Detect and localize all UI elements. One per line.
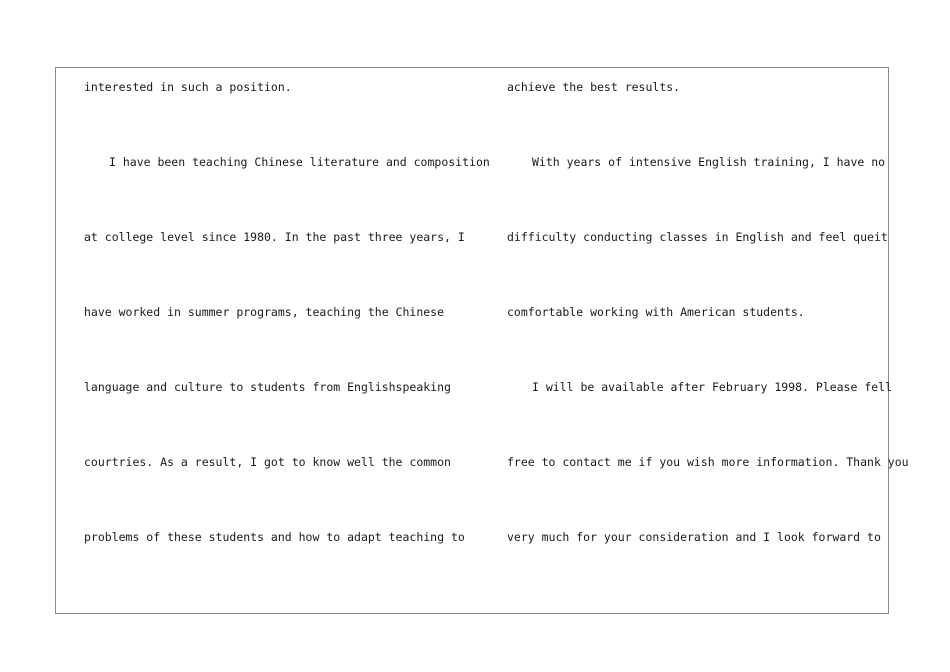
text-line: interested in such a position. bbox=[84, 80, 292, 94]
text-line: have worked in summer programs, teaching the Chinese bbox=[84, 305, 445, 319]
text-line: achieve the best results. bbox=[507, 80, 681, 94]
text-line: free to contact me if you wish more information. Thank you bbox=[507, 455, 909, 469]
text-line: With years of intensive English training, I have no bbox=[532, 155, 886, 169]
text-line: difficulty conducting classes in English and feel queit bbox=[507, 230, 888, 244]
text-line: comfortable working with American students. bbox=[507, 305, 805, 319]
text-line: problems of these students and how to adapt teaching to bbox=[84, 530, 465, 544]
text-line: language and culture to students from Englishspeaking bbox=[84, 380, 451, 394]
text-line: courtries. As a result, I got to know well the common bbox=[84, 455, 451, 469]
text-line: I have been teaching Chinese literature and composition bbox=[109, 155, 490, 169]
text-line: at college level since 1980. In the past three years, I bbox=[84, 230, 465, 244]
text-line: I will be available after February 1998. Please fell bbox=[532, 380, 893, 394]
text-line: very much for your consideration and I look forward to bbox=[507, 530, 881, 544]
